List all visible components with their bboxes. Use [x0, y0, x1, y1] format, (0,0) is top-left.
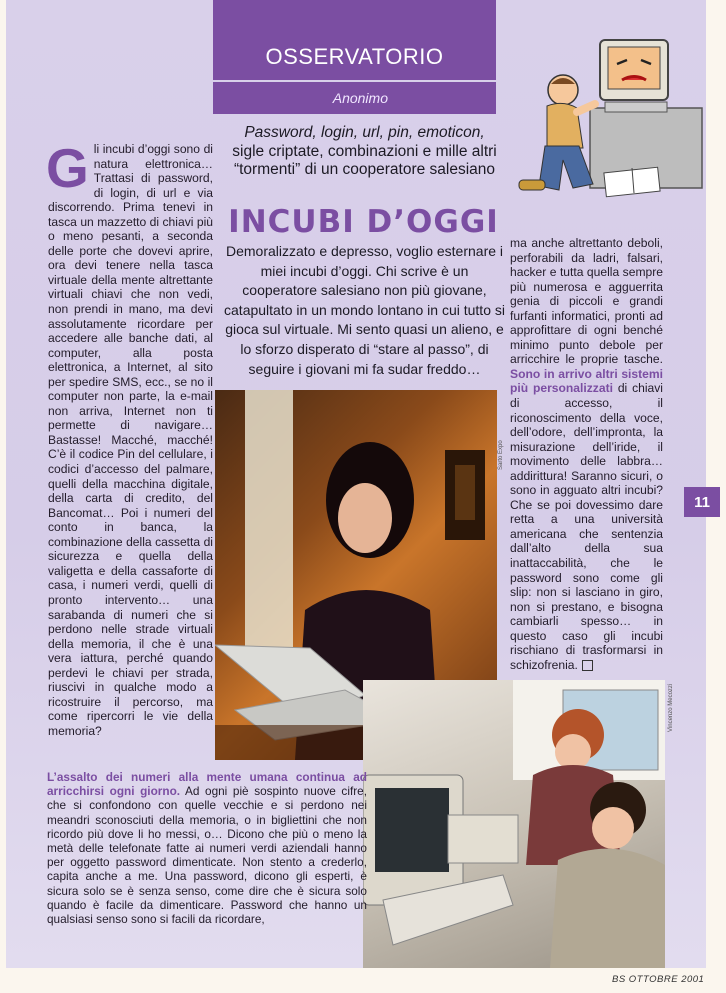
bottom-text-block [47, 770, 367, 926]
article-title: INCUBI D’OGGI [228, 204, 499, 240]
standfirst: Demoralizzato e depresso, voglio esternare i miei incubi d’oggi. Chi scrive è un cooperatore salesiano non più giovane, catapultato in un mondo lontano in cui tutto si gioca sul virtuale. Mi sento quasi un alieno, e lo sforzo disperato di “stare al passo”, di seguire i giovani mi fa sudar freddo… [224, 243, 505, 377]
man-legs-icon [539, 146, 593, 190]
left-column [46, 137, 213, 738]
intro-line-2: sigle criptate, combinazioni e mille altri [232, 142, 497, 160]
intro-line-1: Password, login, url, pin, emoticon, [244, 124, 485, 141]
bottom-subhead: L’assalto dei numeri alla mente umana continua ad arricchirsi ogni giorno. [47, 770, 367, 799]
page-number-tab: 11 [684, 487, 720, 517]
cartoon-illustration [515, 20, 715, 220]
end-of-article-icon [582, 660, 593, 671]
intro-teaser [222, 124, 507, 180]
right-column-text-2: di chiavi di accesso, il riconoscimento della voce, dell’odore, dell’impronta, la misurazione dell’iride, il movimento delle labbra… addirittura! Saranno sicuri, o sono in agguato altri incubi? Che se poi dovessimo dare retta a una università americana che sentenzia dall’alto della sua inattaccabilità, che le password sono come gli slip: non si lasciano in giro, non si prestano, e bisogna cambiarli spesso… in questo caso gli incubi rischiano di trasformarsi in schizofrenia. [510, 381, 663, 672]
keyboard-icon [605, 102, 667, 112]
right-column-subhead: Sono in arrivo altri sistemi più personalizzati [510, 366, 663, 396]
photo-credit-kids: Vincenzo Mecozzi [668, 683, 674, 732]
photo-credit-main: Sarto Expo [498, 440, 504, 470]
bottom-text: Ad ogni piè sospinto nuove cifre, che si confondono con quelle vecchie e si perdono nei meandri sconosciuti della memoria, o in bigliettini che non ricordo più dove li ho messi, o… Dicono che più o meno la metà delle telefonate fatte ai numeri verdi aziendali hanno per oggetto password dimenticate. Non stento a crederlo, capita anche a me. Una password, dicono gli esperti, è sicura solo se è senza senso, come dire che è sicura solo quando è facile da dimenticare. Password che hanno un qualsiasi senso sono si facili da ricordare, [47, 784, 367, 927]
page-footer: BS OTTOBRE 2001 [612, 974, 705, 985]
section-header [213, 0, 496, 80]
left-column-text: li incubi d’oggi sono di natura elettronica… Trattasi di password, di login, di url e via discorrendo. Prima tenevi in tasca un mazzetto di chiavi più o meno pesanti, a seconda delle porte che dovevi aprire, ora devi tenere nella tasca virtuale della mente altrettante virtuali chiavi che non vedi, non prendi in mano, ma devi assolutamente ricordare per accedere alle banche dati, al computer, alla posta elettronica, a Internet, al sito per spedire SMS, ecc., se no il computer non parte, la e-mail non arriva, Internet non ti permette di navigare… Bastasse! Macché, macché! C’è il codice Pin del cellulare, i codici d’accesso del palmare, quelli della macchina digitale, della carta di credito, del Bancomat… Poi i numeri del conto in banca, la combinazione della cassetta di sicurezza e quella della valigetta e della cassaforte di casa, i numeri verdi, quelli di pronto intervento… una sarabanda di numeri che si perdono nelle strade virtuali della memoria, il che è una vera iattura, perché quando perdevi le chiavi per strada, riuscivi in qualche modo a ricostruire il percorso, ma come ripercorri le vie della memoria? [48, 142, 213, 738]
right-column-text-1: ma anche altrettanto deboli, perforabili da ladri, falsari, hacker e tutta quella sempre più numerosa e agguerrita genia di piccoli e grandi furfanti informatici, pronti ad approfittare di ogni benché minimo punto debole per arricchire le proprie tasche. [510, 236, 663, 367]
intro-line-3: “tormenti” di un cooperatore salesiano [233, 161, 496, 178]
section-kicker: OSSERVATORIO [265, 44, 444, 69]
author-name: Anonimo [332, 90, 388, 106]
photo-kids-computer [363, 680, 665, 968]
author-band [213, 82, 496, 114]
right-column [510, 236, 663, 672]
drop-cap: G [46, 137, 89, 199]
